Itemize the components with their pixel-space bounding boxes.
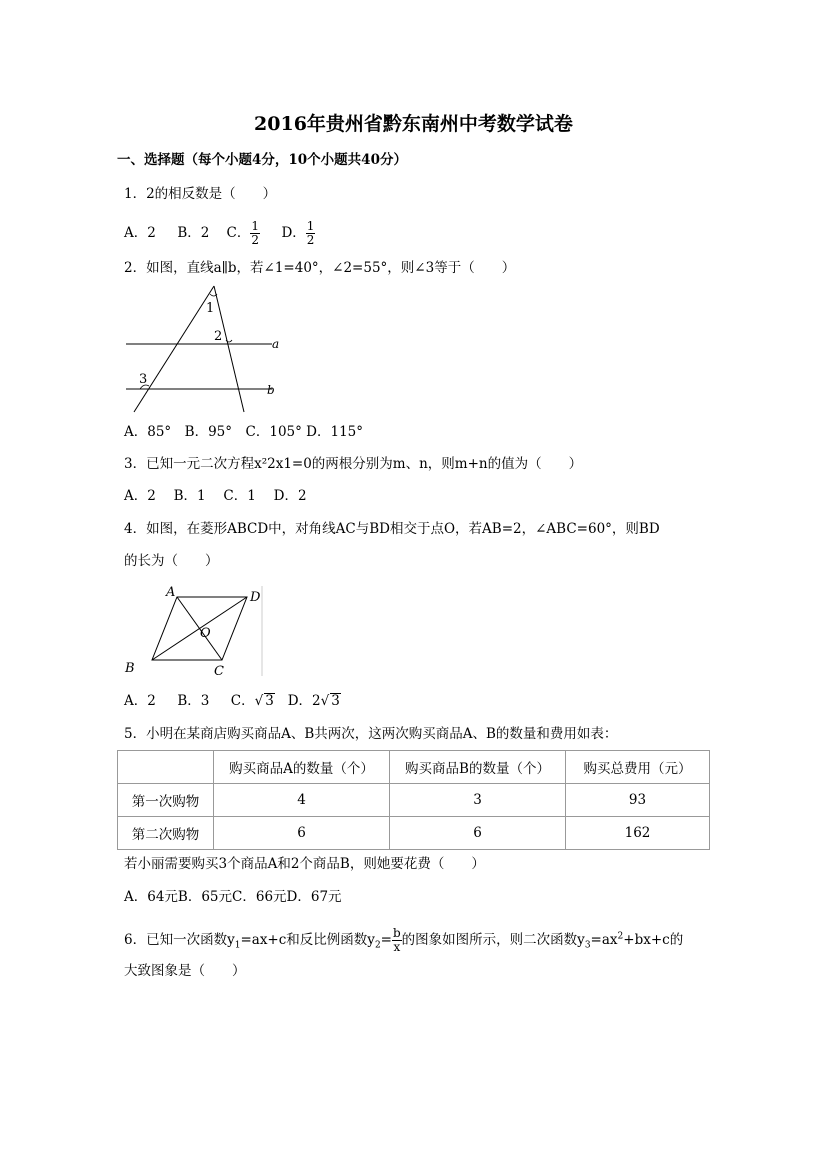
table-cell: 6 <box>214 817 390 850</box>
table-cell: 162 <box>566 817 710 850</box>
q4-option-c-label: C． <box>230 693 255 709</box>
q4-option-d[interactable]: D．2√ 3 <box>287 693 340 709</box>
table-header-cell <box>118 751 214 784</box>
q6-text: =ax <box>590 932 618 948</box>
q4-option-b[interactable]: B．3 <box>177 693 210 709</box>
subscript: 3 <box>584 940 591 951</box>
subscript: 1 <box>234 940 241 951</box>
q5-table <box>117 750 710 850</box>
transversal-left <box>134 286 214 412</box>
vertex-b-label: B <box>125 661 135 676</box>
q6-text: 6．已知一次函数y <box>124 932 235 948</box>
table-header-cell: 购买商品B的数量（个） <box>390 751 566 784</box>
q5-stem: 5．小明在某商店购买商品A、B共两次，这两次购买商品A、B的数量和费用如表： <box>124 726 618 742</box>
vertex-c-label: C <box>214 664 224 679</box>
q5-options[interactable]: A．64元B．65元C．66元D．67元 <box>124 889 342 905</box>
q6-text: = <box>380 932 392 948</box>
q4-option-c[interactable]: C．√ 3 <box>230 693 274 709</box>
q1-options <box>124 220 315 247</box>
table-cell: 3 <box>390 784 566 817</box>
q3-stem: 3．已知一元二次方程x²2x1=0的两根分别为m、n，则m+n的值为（ ） <box>124 456 583 472</box>
angle-1-label: 1 <box>206 301 215 316</box>
section-heading: 一、选择题（每个小题4分，10个小题共40分） <box>117 152 407 168</box>
fraction-denominator: 2 <box>306 233 315 247</box>
subscript: 2 <box>374 940 381 951</box>
superscript: 2 <box>617 931 624 942</box>
q1-option-d[interactable] <box>281 219 315 247</box>
table-header-row <box>118 751 710 784</box>
fraction-numerator: 1 <box>306 219 315 233</box>
q6-text: +bx+c的 <box>623 932 684 948</box>
q6-text: 的图象如图所示，则二次函数y <box>401 932 585 948</box>
table-cell: 第二次购物 <box>118 817 214 850</box>
table-cell: 93 <box>566 784 710 817</box>
angle-3-label: 3 <box>139 372 148 387</box>
fraction-numerator: b <box>392 926 401 940</box>
vertex-a-label: A <box>166 585 176 600</box>
fraction <box>250 220 260 247</box>
fraction <box>306 220 316 247</box>
table-cell: 第一次购物 <box>118 784 214 817</box>
table-header-cell: 购买商品A的数量（个） <box>214 751 390 784</box>
q4-stem-line2: 的长为（ ） <box>124 553 219 569</box>
line-a-label: a <box>272 337 280 351</box>
q6-stem-line1 <box>124 927 683 954</box>
angle-2-label: 2 <box>214 329 223 344</box>
exam-title: 2016年贵州省黔东南州中考数学试卷 <box>254 113 573 135</box>
q4-rhombus-figure <box>122 582 267 679</box>
vertex-d-label: D <box>250 590 261 605</box>
table-row <box>118 817 710 850</box>
q2-options[interactable]: A．85° B．95° C．105° D．115° <box>124 424 364 440</box>
transversal-right <box>214 286 244 412</box>
fraction-denominator: x <box>393 940 401 954</box>
center-o-label: O <box>200 626 211 641</box>
table-row <box>118 784 710 817</box>
fraction-denominator: 2 <box>251 233 259 247</box>
q4-stem-line1: 4．如图，在菱形ABCD中，对角线AC与BD相交于点O，若AB=2，∠ABC=60°，则BD <box>124 521 660 537</box>
radicand: 3 <box>331 693 340 709</box>
q3-options[interactable]: A．2 B．1 C．1 D．2 <box>124 488 307 504</box>
q4-option-a[interactable]: A．2 <box>124 693 156 709</box>
q4-option-d-label: D．2 <box>287 693 321 709</box>
q1-option-a[interactable]: A．2 <box>124 225 156 241</box>
table-header-cell: 购买总费用（元） <box>566 751 710 784</box>
table-cell: 4 <box>214 784 390 817</box>
q2-stem: 2．如图，直线a∥b，若∠1=40°，∠2=55°，则∠3等于（ ） <box>124 260 516 276</box>
q1-option-c-label: C． <box>226 225 251 241</box>
q1-option-b[interactable]: B．2 <box>177 225 210 241</box>
line-b-label: b <box>267 383 275 397</box>
q2-parallel-lines-figure <box>124 282 284 416</box>
q4-options <box>124 693 341 709</box>
fraction-numerator: 1 <box>251 219 259 233</box>
fraction <box>392 927 402 954</box>
q1-option-d-label: D． <box>281 225 306 241</box>
q1-option-c[interactable] <box>226 219 260 247</box>
q5-question: 若小丽需要购买3个商品A和2个商品B，则她要花费（ ） <box>124 856 485 872</box>
radicand: 3 <box>265 693 274 709</box>
q6-stem-line2: 大致图象是（ ） <box>124 963 246 979</box>
q6-text: =ax+c和反比例函数y <box>240 932 375 948</box>
q1-stem: 1．2的相反数是（ ） <box>124 186 277 202</box>
table-cell: 6 <box>390 817 566 850</box>
